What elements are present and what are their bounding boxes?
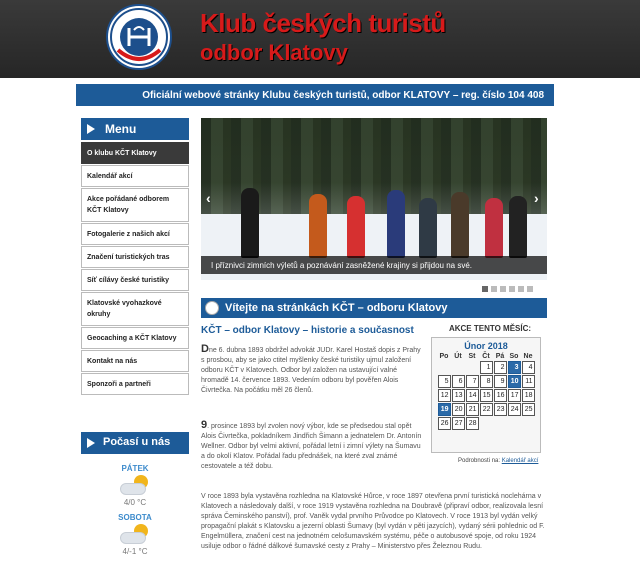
sidebar-item[interactable]: Sponzoři a partneři <box>81 373 189 395</box>
sidebar-item[interactable]: Fotogalerie z našich akcí <box>81 223 189 245</box>
hiker-figure <box>387 190 405 258</box>
calendar-day: 2 <box>494 361 507 374</box>
slider-prev-icon[interactable]: ‹ <box>206 190 211 206</box>
paragraph-text: ne 6. dubna 1893 obdržel advokát JUDr. Karel Hostaš dopis z Prahy s prosbou, aby se jako ctitel myšlenky české turistiky ujmul založení odboru KČT v Klatovech. Odbor byl založen na ustavující valné hromadě 14. července 1893. Vedením odboru byl pověřen Alois Čivrtečka. Na počátku měl 26 členů. <box>201 347 421 394</box>
drop-cap: 9 <box>201 419 208 431</box>
calendar-day[interactable]: 19 <box>438 403 451 416</box>
paragraph-text: . prosince 1893 byl zvolen nový výbor, kde se předsedou stal opět Alois Čivrtečka, pokladníkem Jindřich Šimann a jednatelem Dr. Antonín Wellner. Odbor byl velmi aktivní, pořádal letní i zimní výlety na Šumavu a do okolí Klatov. Pořádal řadu přednášek, na které zval známé cestovatele a též dobu. <box>201 423 422 470</box>
calendar-day: 15 <box>480 389 493 402</box>
drop-cap: D <box>201 343 209 355</box>
paragraph-history-3 <box>201 492 547 552</box>
club-logo-icon[interactable] <box>106 4 172 70</box>
hiker-figure <box>509 196 527 258</box>
small-logo-icon <box>205 301 219 315</box>
calendar-day: 1 <box>480 361 493 374</box>
calendar-day: 24 <box>508 403 521 416</box>
calendar-day[interactable]: 3 <box>508 361 521 374</box>
calendar-day[interactable]: 10 <box>508 375 521 388</box>
partly-cloudy-icon <box>118 475 152 497</box>
hiker-figure <box>241 188 259 258</box>
welcome-text: Vítejte na stránkách KČT – odboru Klatovy <box>225 302 448 314</box>
drop-cap: V <box>201 493 206 500</box>
calendar-day: 22 <box>480 403 493 416</box>
sidebar-item[interactable]: Síť cílávy české turistiky <box>81 269 189 291</box>
calendar-empty-cell <box>452 361 465 374</box>
sidebar-menu <box>81 142 189 396</box>
weather-heading: Počasí u nás <box>81 432 189 454</box>
hiker-figure <box>309 194 327 258</box>
slider-dot[interactable] <box>500 286 506 292</box>
calendar-day: 5 <box>438 375 451 388</box>
calendar-day: 27 <box>452 417 465 430</box>
calendar-day: 11 <box>522 375 535 388</box>
slider-dot[interactable] <box>527 286 533 292</box>
sidebar-item[interactable]: Kontakt na nás <box>81 350 189 372</box>
slider-dot[interactable] <box>491 286 497 292</box>
weather-day: SOBOTA <box>118 513 152 522</box>
slider-dot[interactable] <box>518 286 524 292</box>
weather-temp: 4/0 °C <box>123 498 147 507</box>
calendar-day: 26 <box>438 417 451 430</box>
hiker-figure <box>347 196 365 258</box>
calendar-empty-cell <box>466 361 479 374</box>
hiker-figure <box>485 198 503 258</box>
sidebar-item[interactable]: O klubu KČT Klatovy <box>81 142 189 164</box>
weather-day: PÁTEK <box>121 464 149 473</box>
sidebar-item[interactable]: Značení turistických tras <box>81 246 189 268</box>
calendar-day: 28 <box>466 417 479 430</box>
sidebar-item[interactable]: Akce pořádané odborem KČT Klatovy <box>81 188 189 222</box>
calendar-day-header: Út <box>454 353 462 360</box>
sidebar-item[interactable]: Geocaching a KČT Klatovy <box>81 327 189 349</box>
event-calendar <box>431 337 541 453</box>
calendar-day: 7 <box>466 375 479 388</box>
partly-cloudy-icon <box>118 524 152 546</box>
calendar-link[interactable]: Kalendář akcí <box>501 458 539 464</box>
calendar-grid <box>435 353 537 430</box>
calendar-day: 16 <box>494 389 507 402</box>
calendar-day: 13 <box>452 389 465 402</box>
calendar-day: 21 <box>466 403 479 416</box>
calendar-footer-text: Podrobnosti na: <box>458 458 502 464</box>
menu-heading: Menu <box>81 118 189 140</box>
calendar-day: 8 <box>480 375 493 388</box>
site-subtitle[interactable]: odbor Klatovy <box>200 40 348 65</box>
site-header <box>0 0 640 78</box>
image-slider[interactable] <box>201 118 547 280</box>
calendar-day-header: Po <box>439 353 449 360</box>
weather-temp: 4/-1 °C <box>122 547 148 556</box>
hiker-figure <box>451 192 469 258</box>
calendar-day-header: Pá <box>495 353 505 360</box>
calendar-day-header: Ne <box>523 353 533 360</box>
site-title[interactable]: Klub českých turistů <box>200 8 446 38</box>
paragraph-history-1 <box>201 344 423 396</box>
tagline-bar: Oficiální webové stránky Klubu českých turistů, odbor KLATOVY – reg. číslo 104 408 <box>76 84 554 106</box>
slider-caption: I příznivci zimních výletů a poznávání zasněžené krajiny si přijdou na své. <box>201 256 547 274</box>
calendar-day: 20 <box>452 403 465 416</box>
slider-next-icon[interactable]: › <box>534 190 539 206</box>
slider-pagination <box>482 286 533 292</box>
calendar-day: 9 <box>494 375 507 388</box>
section-title: KČT – odbor Klatovy – historie a současnost <box>201 325 414 336</box>
slider-dot[interactable] <box>509 286 515 292</box>
calendar-empty-cell <box>438 361 451 374</box>
calendar-day: 23 <box>494 403 507 416</box>
sidebar-item[interactable]: Klatovské vyohazkové okruhy <box>81 292 189 326</box>
calendar-day: 18 <box>522 389 535 402</box>
welcome-bar <box>201 298 547 318</box>
calendar-day-header: So <box>509 353 519 360</box>
paragraph-text: roce 1893 byla vystavěna rozhledna na Klatovské Hůrce, v roce 1897 otevřena první turistická noclehárna v Klatovech a následovaly další, v roce 1919 vystavěna rozhledna na Doubravě (připraví odbor, realizovala lesní správa Čeminského panství), prof. Vaněk vydal prvního Průvodce po Klatovech. V roce 1913 byl vydán velký propagační plakát s Klatovsku a jezerní oblasti Šumavy (byl vydán v pěti jazycích), vydaný sérii pohlednic od F. Engelmüllera, značení cest na jednotném celošumavském systému, péče o autobusové spoje, od roku 1924 usiluje odbor o řádné dálkové šumavské cesty z Prahy – Ministerstvo přes Železnou Rudu. <box>201 493 545 550</box>
calendar-day-header: St <box>468 353 476 360</box>
calendar-day: 12 <box>438 389 451 402</box>
calendar-footer <box>458 458 538 464</box>
calendar-day: 25 <box>522 403 535 416</box>
slider-dot[interactable] <box>482 286 488 292</box>
hiker-figure <box>419 198 437 258</box>
calendar-day: 14 <box>466 389 479 402</box>
calendar-day: 17 <box>508 389 521 402</box>
calendar-heading: AKCE TENTO MĚSÍC: <box>448 324 532 333</box>
calendar-day: 6 <box>452 375 465 388</box>
weather-widget <box>81 458 189 571</box>
sidebar-item[interactable]: Kalendář akcí <box>81 165 189 187</box>
calendar-month: Únor 2018 <box>464 341 508 351</box>
paragraph-history-2 <box>201 420 423 472</box>
calendar-day: 4 <box>522 361 535 374</box>
calendar-day-header: Čt <box>482 353 490 360</box>
